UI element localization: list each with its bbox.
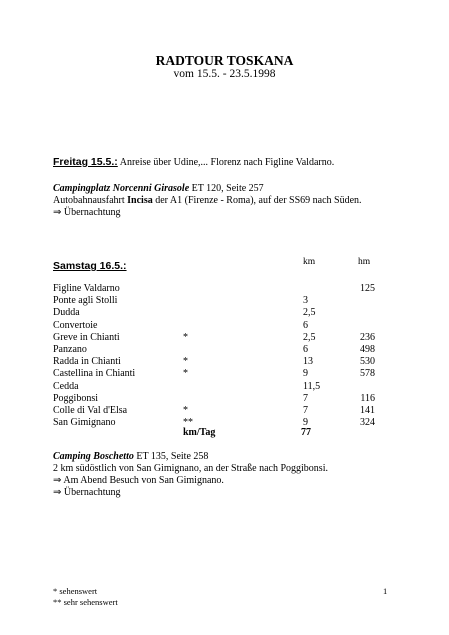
day1-line bbox=[53, 156, 334, 169]
route-row bbox=[0, 368, 449, 380]
route-place: Figline Valdarno bbox=[53, 283, 120, 294]
day1-camp-name: Campingplatz Norcenni Girasole bbox=[53, 183, 190, 194]
route-km: 7 bbox=[303, 405, 308, 416]
arrow-icon: ⇒ bbox=[53, 487, 62, 498]
footnote-sehenswert: * sehenswert bbox=[53, 586, 98, 596]
route-hm: 116 bbox=[360, 392, 375, 404]
route-place: Poggibonsi bbox=[53, 392, 99, 404]
route-row bbox=[0, 417, 449, 429]
route-rating: * bbox=[183, 405, 188, 416]
route-km: 6 bbox=[303, 344, 308, 355]
footnote-sehr-sehenswert: ** sehr sehenswert bbox=[53, 597, 118, 607]
route-place: Castellina in Chianti bbox=[53, 368, 136, 380]
route-hm: 324 bbox=[360, 417, 375, 429]
route-place: San Gimignano bbox=[53, 417, 116, 429]
route-row bbox=[0, 381, 449, 393]
route-place: Cedda bbox=[53, 380, 79, 392]
arrow-icon: ⇒ bbox=[53, 475, 62, 486]
day2-camp-ref: ET 135, Seite 258 bbox=[133, 451, 209, 462]
day2-overnight: Übernachtung bbox=[63, 487, 121, 498]
route-km: 13 bbox=[303, 356, 313, 368]
route-place: Convertoie bbox=[53, 319, 98, 331]
page-title: RADTOUR TOSKANA bbox=[155, 53, 294, 68]
day2-evening: Am Abend Besuch von San Gimignano. bbox=[63, 475, 224, 486]
route-rating: ** bbox=[183, 417, 193, 429]
route-km: 2,5 bbox=[303, 331, 316, 343]
route-rating: * bbox=[183, 356, 188, 368]
route-place: Panzano bbox=[53, 344, 87, 355]
route-km: 9 bbox=[303, 417, 308, 429]
route-km: 7 bbox=[303, 392, 308, 404]
day1-camp-ref: ET 120, Seite 257 bbox=[189, 183, 264, 194]
day2-evening-line bbox=[53, 475, 224, 487]
route-place: Greve in Chianti bbox=[53, 331, 120, 343]
day1-label: Freitag 15.5.: bbox=[53, 156, 118, 168]
route-row bbox=[0, 320, 449, 332]
route-hm: 530 bbox=[360, 356, 375, 368]
route-km: 6 bbox=[303, 319, 308, 331]
day2-overnight-line bbox=[53, 487, 121, 499]
day1-overnight: Übernachtung bbox=[63, 207, 121, 218]
route-km: 11,5 bbox=[303, 380, 321, 392]
route-km: 2,5 bbox=[303, 307, 316, 319]
route-hm: 141 bbox=[360, 405, 375, 416]
day1-exit-pre: Autobahnausfahrt bbox=[53, 195, 128, 206]
route-row bbox=[0, 393, 449, 405]
day1-exit-bold: Incisa bbox=[127, 195, 153, 206]
route-hm: 125 bbox=[360, 283, 375, 294]
route-hm: 498 bbox=[360, 344, 375, 355]
route-rating: * bbox=[183, 331, 188, 343]
route-row bbox=[0, 344, 449, 356]
day1-text: Anreise über Udine,... Florenz nach Figline Valdarno. bbox=[117, 157, 335, 168]
day2-camp-line bbox=[53, 451, 208, 463]
day2-directions: 2 km südöstlich von San Gimignano, an der Straße nach Poggibonsi. bbox=[53, 463, 328, 474]
page-subtitle: vom 15.5. - 23.5.1998 bbox=[173, 68, 276, 80]
total-label: km/Tag bbox=[183, 427, 216, 438]
day1-exit-post: der A1 (Firenze - Roma), auf der SS69 nach Süden. bbox=[152, 195, 362, 206]
day1-exit-line bbox=[53, 195, 362, 207]
route-row bbox=[0, 405, 449, 417]
route-place: Radda in Chianti bbox=[53, 356, 121, 368]
day1-camp-line bbox=[53, 183, 264, 195]
route-place: Colle di Val d'Elsa bbox=[53, 405, 128, 416]
route-row bbox=[0, 332, 449, 344]
total-km: 77 bbox=[301, 427, 311, 438]
day2-label-wrap bbox=[53, 256, 127, 274]
day1-overnight-line bbox=[53, 207, 121, 219]
route-hm: 236 bbox=[360, 331, 375, 343]
route-place: Ponte agli Stolli bbox=[53, 295, 118, 307]
route-hm: 578 bbox=[360, 368, 375, 380]
day2-label: Samstag 16.5.: bbox=[53, 260, 127, 272]
col-hm-header: hm bbox=[358, 257, 371, 267]
day2-camp-name: Camping Boschetto bbox=[53, 451, 134, 462]
route-km: 3 bbox=[303, 295, 308, 307]
page-number: 1 bbox=[383, 586, 388, 596]
route-rating: * bbox=[183, 368, 188, 380]
col-km-header: km bbox=[303, 257, 316, 267]
route-place: Dudda bbox=[53, 307, 80, 319]
route-row bbox=[0, 307, 449, 319]
route-km: 9 bbox=[303, 368, 308, 380]
route-row bbox=[0, 283, 449, 295]
arrow-icon: ⇒ bbox=[53, 207, 62, 218]
route-row bbox=[0, 295, 449, 307]
route-row bbox=[0, 356, 449, 368]
